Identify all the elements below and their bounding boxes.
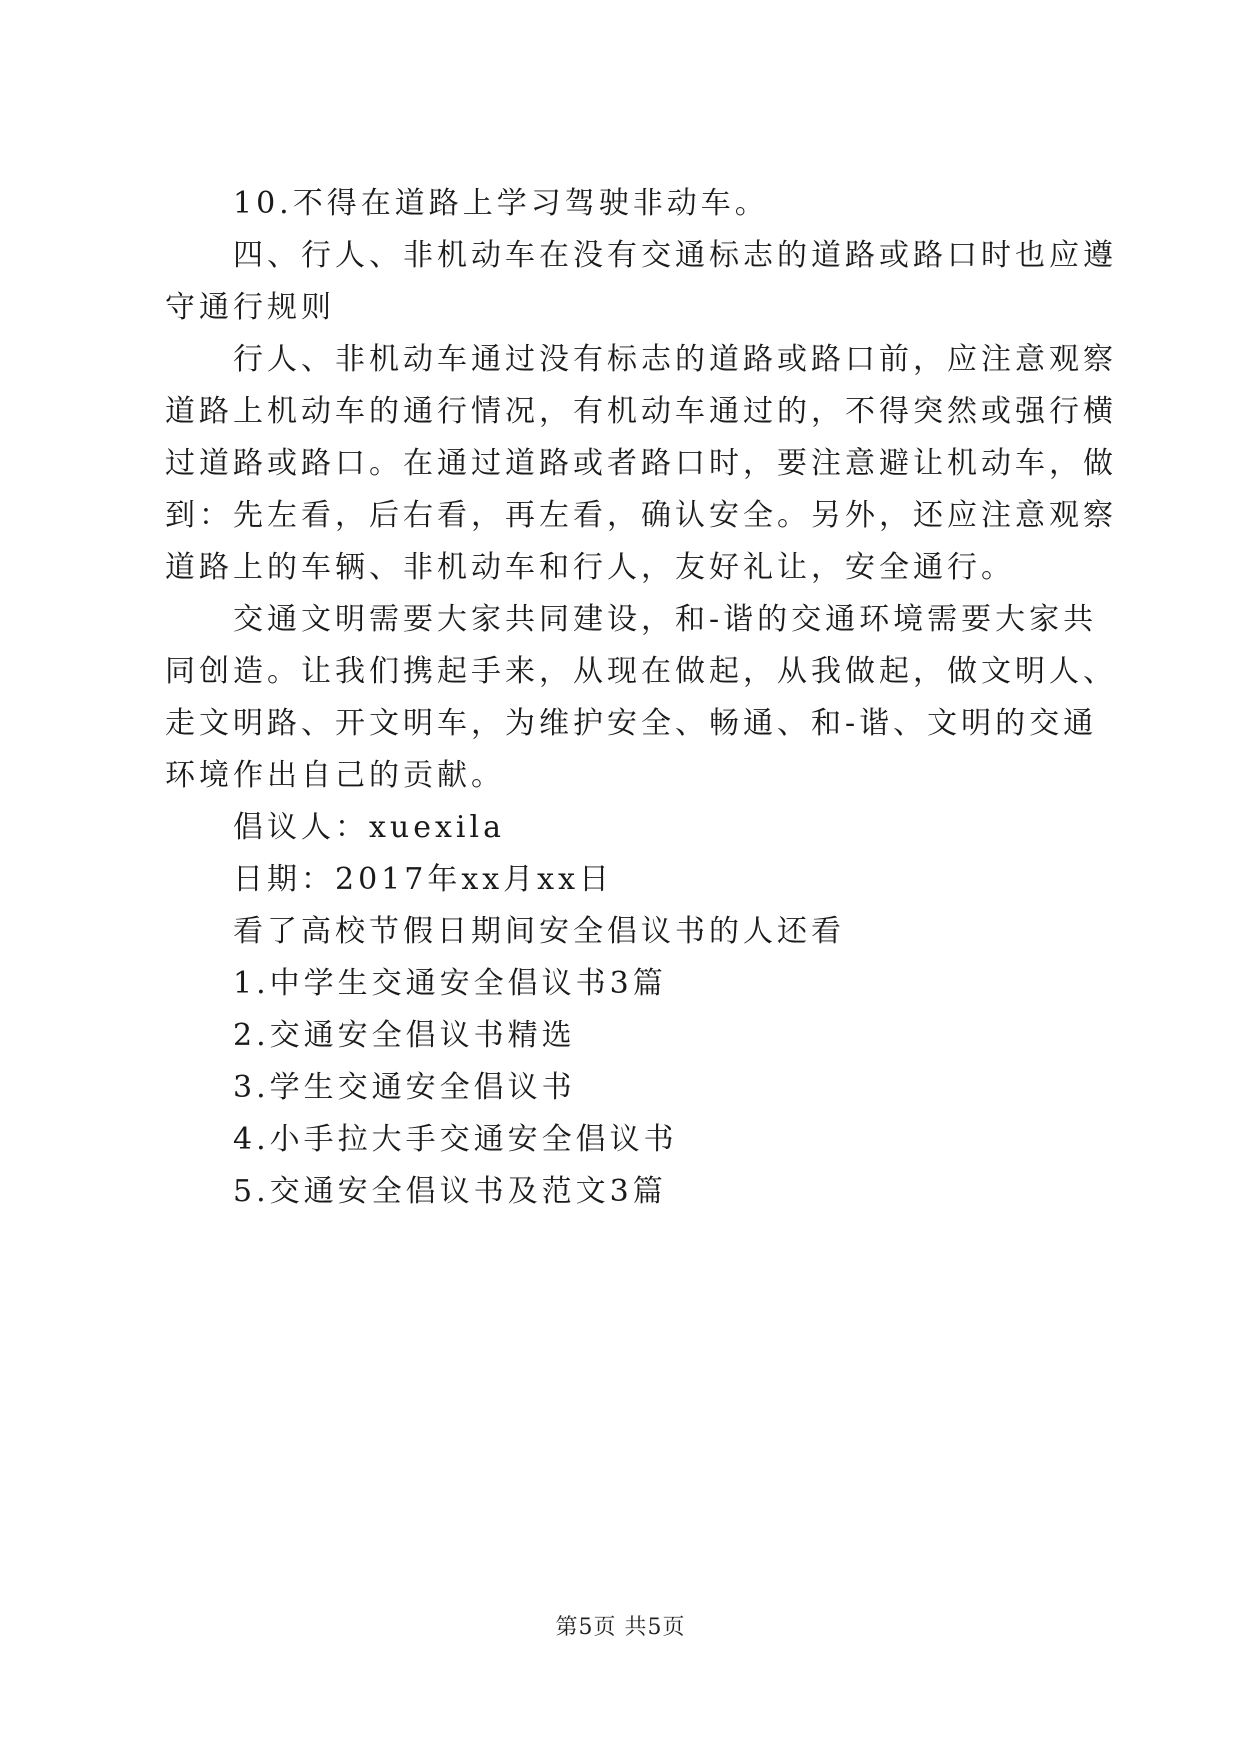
related-link-5[interactable]: 5.交通安全倡议书及范文3篇 xyxy=(233,1174,667,1209)
paragraph-1-line: 过道路或路口。在通过道路或者路口时，要注意避让机动车，做 xyxy=(165,446,1117,481)
paragraph-1-line: 道路上机动车的通行情况，有机动车通过的，不得突然或强行横 xyxy=(165,394,1117,429)
document-body xyxy=(165,178,1117,1218)
related-link-1[interactable]: 1.中学生交通安全倡议书3篇 xyxy=(233,966,667,1001)
related-link-3[interactable]: 3.学生交通安全倡议书 xyxy=(233,1070,576,1105)
paragraph-1-line: 道路上的车辆、非机动车和行人，友好礼让，安全通行。 xyxy=(165,550,1015,585)
proposer: 倡议人：xuexila xyxy=(233,810,505,845)
date: 日期：2017年xx月xx日 xyxy=(233,862,614,897)
section-4-title: 四、行人、非机动车在没有交通标志的道路或路口时也应遵 xyxy=(233,238,1117,273)
related-link-4[interactable]: 4.小手拉大手交通安全倡议书 xyxy=(233,1122,678,1157)
paragraph-2-line: 交通文明需要大家共同建设，和-谐的交通环境需要大家共 xyxy=(233,602,1098,637)
paragraph-2-line: 同创造。让我们携起手来，从现在做起，从我做起，做文明人、 xyxy=(165,654,1117,689)
paragraph-1-line: 到：先左看，后右看，再左看，确认安全。另外，还应注意观察 xyxy=(165,498,1117,533)
related-heading: 看了高校节假日期间安全倡议书的人还看 xyxy=(233,914,845,949)
paragraph-2-line: 环境作出自己的贡献。 xyxy=(165,758,505,793)
paragraph-1-line: 行人、非机动车通过没有标志的道路或路口前，应注意观察 xyxy=(233,342,1117,377)
paragraph-2-line: 走文明路、开文明车，为维护安全、畅通、和-谐、文明的交通 xyxy=(165,706,1098,741)
item-10: 10.不得在道路上学习驾驶非动车。 xyxy=(233,186,769,221)
related-link-2[interactable]: 2.交通安全倡议书精选 xyxy=(233,1018,576,1053)
page-footer: 第5页 共5页 xyxy=(555,1615,686,1640)
section-4-title-cont: 守通行规则 xyxy=(165,290,335,325)
